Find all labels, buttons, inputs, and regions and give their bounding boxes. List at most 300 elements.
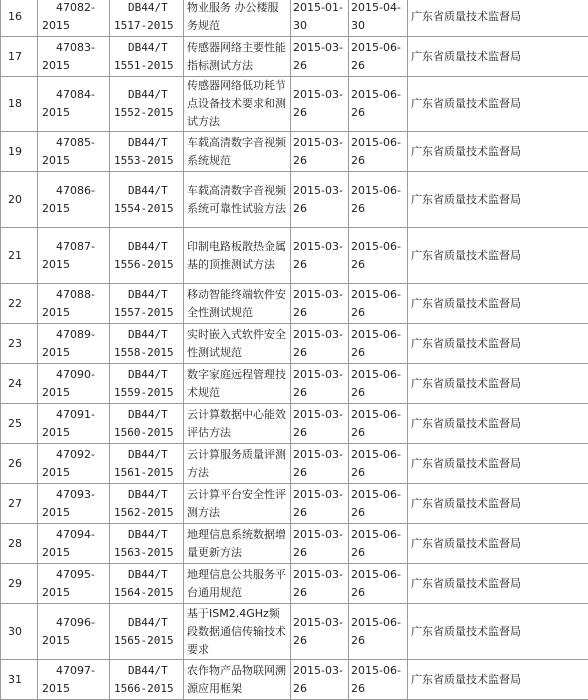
- std-cell-text: 1565-2015: [114, 634, 174, 647]
- std-cell: [110, 37, 184, 77]
- implement-date-cell-text: 2015-06-: [351, 136, 401, 149]
- implement-date-cell-text: 2015-06-: [351, 184, 401, 197]
- org-cell-text: 广东省质量技术监督局: [411, 457, 521, 470]
- code-cell-text: 47090-: [42, 368, 95, 381]
- publish-date-cell-text: 26: [293, 346, 307, 359]
- implement-date-cell-text: 26: [351, 682, 365, 695]
- row-number-cell-text: 17: [8, 50, 22, 63]
- name-cell-text: 传感器网络主要性能指标测试方法: [187, 41, 286, 72]
- table-row: [1, 364, 588, 404]
- org-cell: [408, 172, 588, 228]
- implement-date-cell-text: 2015-06-: [351, 328, 401, 341]
- org-cell-text: 广东省质量技术监督局: [411, 537, 521, 550]
- publish-date-cell: [291, 0, 349, 37]
- code-cell-text: 2015: [42, 546, 70, 559]
- publish-date-cell-text: 2015-03-: [293, 568, 343, 581]
- std-cell-text: DB44/T: [114, 88, 168, 101]
- row-number-cell-text: 23: [8, 337, 22, 350]
- org-cell: [408, 604, 588, 660]
- code-cell: [38, 604, 110, 660]
- publish-date-cell-text: 26: [293, 682, 307, 695]
- org-cell-text: 广东省质量技术监督局: [411, 377, 521, 390]
- table-row: [1, 524, 588, 564]
- code-cell-text: 47083-: [42, 41, 95, 54]
- row-number-cell: [1, 132, 38, 172]
- code-cell-text: 47093-: [42, 488, 95, 501]
- name-cell-text: 车载高清数字音视频系统可靠性试验方法: [187, 184, 286, 215]
- org-cell: [408, 444, 588, 484]
- publish-date-cell: [291, 228, 349, 284]
- implement-date-cell-text: 26: [351, 59, 365, 72]
- std-cell-text: 1517-2015: [114, 19, 174, 32]
- implement-date-cell-text: 2015-06-: [351, 368, 401, 381]
- publish-date-cell-text: 2015-03-: [293, 136, 343, 149]
- publish-date-cell: [291, 172, 349, 228]
- name-cell: [184, 0, 291, 37]
- row-number-cell: [1, 444, 38, 484]
- org-cell: [408, 37, 588, 77]
- name-cell: [184, 660, 291, 700]
- std-cell: [110, 444, 184, 484]
- implement-date-cell-text: 26: [351, 386, 365, 399]
- row-number-cell: [1, 604, 38, 660]
- row-number-cell: [1, 0, 38, 37]
- publish-date-cell-text: 2015-03-: [293, 240, 343, 253]
- row-number-cell: [1, 364, 38, 404]
- code-cell-text: 2015: [42, 154, 70, 167]
- std-cell-text: 1554-2015: [114, 202, 174, 215]
- implement-date-cell: [349, 37, 408, 77]
- name-cell: [184, 524, 291, 564]
- name-cell-text: 云计算平台安全性评测方法: [187, 488, 286, 519]
- org-cell: [408, 404, 588, 444]
- publish-date-cell-text: 2015-03-: [293, 328, 343, 341]
- code-cell: [38, 404, 110, 444]
- std-cell-text: 1553-2015: [114, 154, 174, 167]
- std-cell-text: DB44/T: [114, 408, 168, 421]
- code-cell-text: 47095-: [42, 568, 95, 581]
- implement-date-cell-text: 2015-06-: [351, 88, 401, 101]
- table-row: [1, 77, 588, 132]
- code-cell-text: 2015: [42, 386, 70, 399]
- std-cell-text: DB44/T: [114, 1, 168, 14]
- row-number-cell-text: 18: [8, 97, 22, 110]
- name-cell: [184, 37, 291, 77]
- publish-date-cell: [291, 324, 349, 364]
- publish-date-cell-text: 2015-03-: [293, 41, 343, 54]
- org-cell-text: 广东省质量技术监督局: [411, 97, 521, 110]
- publish-date-cell-text: 26: [293, 258, 307, 271]
- std-cell-text: DB44/T: [114, 288, 168, 301]
- std-cell: [110, 604, 184, 660]
- org-cell-text: 广东省质量技术监督局: [411, 337, 521, 350]
- code-cell-text: 47086-: [42, 184, 95, 197]
- row-number-cell: [1, 324, 38, 364]
- code-cell-text: 2015: [42, 682, 70, 695]
- code-cell-text: 2015: [42, 59, 70, 72]
- publish-date-cell-text: 26: [293, 59, 307, 72]
- row-number-cell-text: 22: [8, 297, 22, 310]
- implement-date-cell: [349, 0, 408, 37]
- std-cell-text: DB44/T: [114, 528, 168, 541]
- org-cell: [408, 0, 588, 37]
- org-cell: [408, 660, 588, 700]
- row-number-cell: [1, 564, 38, 604]
- implement-date-cell-text: 26: [351, 586, 365, 599]
- org-cell: [408, 524, 588, 564]
- publish-date-cell-text: 26: [293, 386, 307, 399]
- std-cell: [110, 284, 184, 324]
- implement-date-cell: [349, 484, 408, 524]
- publish-date-cell-text: 2015-03-: [293, 368, 343, 381]
- std-cell-text: DB44/T: [114, 664, 168, 677]
- implement-date-cell: [349, 284, 408, 324]
- implement-date-cell-text: 26: [351, 634, 365, 647]
- implement-date-cell-text: 26: [351, 154, 365, 167]
- std-cell: [110, 660, 184, 700]
- table-row: [1, 484, 588, 524]
- code-cell-text: 2015: [42, 426, 70, 439]
- publish-date-cell-text: 2015-03-: [293, 184, 343, 197]
- table-row: [1, 564, 588, 604]
- implement-date-cell-text: 2015-06-: [351, 41, 401, 54]
- code-cell: [38, 284, 110, 324]
- name-cell-text: 数字家庭远程管理技术规范: [187, 368, 286, 399]
- row-number-cell-text: 19: [8, 145, 22, 158]
- org-cell-text: 广东省质量技术监督局: [411, 10, 521, 23]
- implement-date-cell-text: 2015-06-: [351, 240, 401, 253]
- code-cell-text: 2015: [42, 202, 70, 215]
- publish-date-cell: [291, 484, 349, 524]
- implement-date-cell-text: 30: [351, 19, 365, 32]
- code-cell-text: 47082-: [42, 1, 95, 14]
- table-row: [1, 444, 588, 484]
- name-cell-text: 实时嵌入式软件安全性测试规范: [187, 328, 286, 359]
- publish-date-cell-text: 2015-03-: [293, 664, 343, 677]
- publish-date-cell-text: 26: [293, 106, 307, 119]
- name-cell-text: 地理信息公共服务平台通用规范: [187, 568, 286, 599]
- org-cell-text: 广东省质量技术监督局: [411, 297, 521, 310]
- std-cell-text: 1561-2015: [114, 466, 174, 479]
- code-cell-text: 2015: [42, 466, 70, 479]
- implement-date-cell-text: 26: [351, 106, 365, 119]
- publish-date-cell: [291, 444, 349, 484]
- code-cell: [38, 77, 110, 132]
- code-cell-text: 2015: [42, 19, 70, 32]
- publish-date-cell-text: 26: [293, 506, 307, 519]
- std-cell-text: DB44/T: [114, 616, 168, 629]
- row-number-cell-text: 29: [8, 577, 22, 590]
- implement-date-cell: [349, 444, 408, 484]
- org-cell-text: 广东省质量技术监督局: [411, 417, 521, 430]
- code-cell-text: 2015: [42, 586, 70, 599]
- implement-date-cell: [349, 660, 408, 700]
- row-number-cell-text: 27: [8, 497, 22, 510]
- org-cell: [408, 364, 588, 404]
- std-cell-text: 1551-2015: [114, 59, 174, 72]
- std-cell-text: 1560-2015: [114, 426, 174, 439]
- code-cell: [38, 324, 110, 364]
- row-number-cell-text: 31: [8, 673, 22, 686]
- std-cell-text: 1564-2015: [114, 586, 174, 599]
- name-cell: [184, 604, 291, 660]
- org-cell: [408, 132, 588, 172]
- implement-date-cell-text: 2015-06-: [351, 448, 401, 461]
- table-row: [1, 132, 588, 172]
- org-cell: [408, 564, 588, 604]
- std-cell-text: DB44/T: [114, 41, 168, 54]
- row-number-cell-text: 30: [8, 625, 22, 638]
- std-cell: [110, 0, 184, 37]
- publish-date-cell-text: 26: [293, 634, 307, 647]
- code-cell: [38, 444, 110, 484]
- org-cell: [408, 284, 588, 324]
- implement-date-cell-text: 26: [351, 506, 365, 519]
- name-cell: [184, 484, 291, 524]
- name-cell-text: 物业服务 办公楼服务规范: [187, 1, 279, 32]
- implement-date-cell-text: 26: [351, 546, 365, 559]
- row-number-cell: [1, 524, 38, 564]
- publish-date-cell-text: 26: [293, 586, 307, 599]
- code-cell: [38, 172, 110, 228]
- code-cell-text: 47085-: [42, 136, 95, 149]
- code-cell: [38, 484, 110, 524]
- table-row: [1, 37, 588, 77]
- org-cell-text: 广东省质量技术监督局: [411, 50, 521, 63]
- publish-date-cell-text: 26: [293, 546, 307, 559]
- name-cell: [184, 324, 291, 364]
- code-cell-text: 2015: [42, 258, 70, 271]
- org-cell: [408, 484, 588, 524]
- code-cell-text: 2015: [42, 106, 70, 119]
- implement-date-cell: [349, 364, 408, 404]
- publish-date-cell-text: 2015-03-: [293, 616, 343, 629]
- implement-date-cell-text: 2015-06-: [351, 408, 401, 421]
- implement-date-cell-text: 2015-06-: [351, 568, 401, 581]
- publish-date-cell: [291, 564, 349, 604]
- implement-date-cell-text: 2015-04-: [351, 1, 401, 14]
- publish-date-cell: [291, 404, 349, 444]
- table-row: [1, 172, 588, 228]
- implement-date-cell-text: 26: [351, 346, 365, 359]
- code-cell-text: 47087-: [42, 240, 95, 253]
- code-cell-text: 2015: [42, 306, 70, 319]
- name-cell: [184, 172, 291, 228]
- publish-date-cell: [291, 77, 349, 132]
- std-cell: [110, 524, 184, 564]
- table-row: [1, 324, 588, 364]
- implement-date-cell-text: 2015-06-: [351, 488, 401, 501]
- std-cell-text: DB44/T: [114, 448, 168, 461]
- org-cell-text: 广东省质量技术监督局: [411, 625, 521, 638]
- implement-date-cell-text: 26: [351, 426, 365, 439]
- implement-date-cell-text: 2015-06-: [351, 288, 401, 301]
- code-cell: [38, 0, 110, 37]
- std-cell: [110, 484, 184, 524]
- code-cell: [38, 37, 110, 77]
- code-cell: [38, 364, 110, 404]
- std-cell-text: 1562-2015: [114, 506, 174, 519]
- name-cell-text: 车载高清数字音视频系统规范: [187, 136, 286, 167]
- publish-date-cell: [291, 524, 349, 564]
- code-cell-text: 47097-: [42, 664, 95, 677]
- publish-date-cell-text: 2015-03-: [293, 488, 343, 501]
- row-number-cell-text: 21: [8, 249, 22, 262]
- table-body: [1, 0, 588, 700]
- table-row: [1, 0, 588, 37]
- org-cell-text: 广东省质量技术监督局: [411, 249, 521, 262]
- publish-date-cell-text: 26: [293, 466, 307, 479]
- std-cell-text: DB44/T: [114, 568, 168, 581]
- implement-date-cell: [349, 77, 408, 132]
- publish-date-cell: [291, 604, 349, 660]
- row-number-cell-text: 26: [8, 457, 22, 470]
- implement-date-cell-text: 2015-06-: [351, 664, 401, 677]
- org-cell: [408, 228, 588, 284]
- row-number-cell: [1, 172, 38, 228]
- std-cell: [110, 77, 184, 132]
- std-cell-text: 1559-2015: [114, 386, 174, 399]
- publish-date-cell: [291, 364, 349, 404]
- publish-date-cell-text: 2015-03-: [293, 528, 343, 541]
- name-cell: [184, 77, 291, 132]
- row-number-cell: [1, 228, 38, 284]
- std-cell-text: 1566-2015: [114, 682, 174, 695]
- name-cell-text: 云计算数据中心能效评估方法: [187, 408, 286, 439]
- implement-date-cell-text: 26: [351, 258, 365, 271]
- std-cell: [110, 364, 184, 404]
- code-cell-text: 47092-: [42, 448, 95, 461]
- table-row: [1, 404, 588, 444]
- implement-date-cell-text: 2015-06-: [351, 528, 401, 541]
- name-cell-text: 基于ISM2.4GHz频段数据通信传输技术要求: [187, 607, 286, 656]
- row-number-cell-text: 24: [8, 377, 22, 390]
- table-row: [1, 660, 588, 700]
- org-cell-text: 广东省质量技术监督局: [411, 193, 521, 206]
- name-cell: [184, 564, 291, 604]
- implement-date-cell: [349, 228, 408, 284]
- name-cell: [184, 284, 291, 324]
- row-number-cell-text: 28: [8, 537, 22, 550]
- code-cell-text: 2015: [42, 506, 70, 519]
- code-cell-text: 47084-: [42, 88, 95, 101]
- std-cell-text: DB44/T: [114, 184, 168, 197]
- name-cell-text: 地理信息系统数据增量更新方法: [187, 528, 286, 559]
- implement-date-cell-text: 26: [351, 466, 365, 479]
- implement-date-cell-text: 2015-06-: [351, 616, 401, 629]
- std-cell-text: DB44/T: [114, 488, 168, 501]
- code-cell-text: 2015: [42, 634, 70, 647]
- table-row: [1, 604, 588, 660]
- code-cell-text: 2015: [42, 346, 70, 359]
- row-number-cell: [1, 404, 38, 444]
- std-cell: [110, 564, 184, 604]
- std-cell-text: DB44/T: [114, 328, 168, 341]
- publish-date-cell-text: 2015-03-: [293, 88, 343, 101]
- row-number-cell-text: 20: [8, 193, 22, 206]
- publish-date-cell-text: 2015-01-: [293, 1, 343, 14]
- table-row: [1, 284, 588, 324]
- code-cell-text: 47088-: [42, 288, 95, 301]
- name-cell-text: 移动智能终端软件安全性测试规范: [187, 288, 286, 319]
- code-cell-text: 47091-: [42, 408, 95, 421]
- code-cell: [38, 524, 110, 564]
- implement-date-cell-text: 26: [351, 306, 365, 319]
- row-number-cell: [1, 484, 38, 524]
- std-cell: [110, 172, 184, 228]
- org-cell-text: 广东省质量技术监督局: [411, 673, 521, 686]
- name-cell: [184, 404, 291, 444]
- std-cell-text: 1563-2015: [114, 546, 174, 559]
- publish-date-cell: [291, 37, 349, 77]
- name-cell: [184, 132, 291, 172]
- name-cell-text: 印制电路板散热金属基的顶推测试方法: [187, 240, 286, 271]
- table-row: [1, 228, 588, 284]
- std-cell-text: 1557-2015: [114, 306, 174, 319]
- row-number-cell: [1, 77, 38, 132]
- org-cell: [408, 324, 588, 364]
- org-cell: [408, 77, 588, 132]
- publish-date-cell-text: 26: [293, 154, 307, 167]
- implement-date-cell: [349, 564, 408, 604]
- std-cell-text: DB44/T: [114, 368, 168, 381]
- name-cell: [184, 228, 291, 284]
- std-cell: [110, 228, 184, 284]
- publish-date-cell-text: 30: [293, 19, 307, 32]
- std-cell-text: 1556-2015: [114, 258, 174, 271]
- name-cell-text: 云计算服务质量评测方法: [187, 448, 286, 479]
- implement-date-cell-text: 26: [351, 202, 365, 215]
- code-cell: [38, 564, 110, 604]
- code-cell: [38, 132, 110, 172]
- row-number-cell: [1, 37, 38, 77]
- std-cell-text: DB44/T: [114, 240, 168, 253]
- row-number-cell-text: 25: [8, 417, 22, 430]
- implement-date-cell: [349, 172, 408, 228]
- code-cell-text: 47089-: [42, 328, 95, 341]
- implement-date-cell: [349, 132, 408, 172]
- org-cell-text: 广东省质量技术监督局: [411, 497, 521, 510]
- implement-date-cell: [349, 404, 408, 444]
- std-cell-text: DB44/T: [114, 136, 168, 149]
- row-number-cell: [1, 660, 38, 700]
- std-cell: [110, 404, 184, 444]
- row-number-cell-text: 16: [8, 10, 22, 23]
- implement-date-cell: [349, 604, 408, 660]
- publish-date-cell-text: 2015-03-: [293, 408, 343, 421]
- name-cell: [184, 364, 291, 404]
- name-cell: [184, 444, 291, 484]
- publish-date-cell-text: 26: [293, 426, 307, 439]
- code-cell: [38, 660, 110, 700]
- std-cell-text: 1558-2015: [114, 346, 174, 359]
- org-cell-text: 广东省质量技术监督局: [411, 577, 521, 590]
- name-cell-text: 农作物产品物联网溯源应用框架: [187, 664, 286, 695]
- std-cell: [110, 324, 184, 364]
- publish-date-cell: [291, 660, 349, 700]
- org-cell-text: 广东省质量技术监督局: [411, 145, 521, 158]
- code-cell-text: 47094-: [42, 528, 95, 541]
- publish-date-cell: [291, 284, 349, 324]
- code-cell-text: 47096-: [42, 616, 95, 629]
- implement-date-cell: [349, 324, 408, 364]
- name-cell-text: 传感器网络低功耗节点设备技术要求和测试方法: [187, 79, 286, 128]
- publish-date-cell-text: 26: [293, 202, 307, 215]
- row-number-cell: [1, 284, 38, 324]
- std-cell: [110, 132, 184, 172]
- std-cell-text: 1552-2015: [114, 106, 174, 119]
- publish-date-cell-text: 2015-03-: [293, 448, 343, 461]
